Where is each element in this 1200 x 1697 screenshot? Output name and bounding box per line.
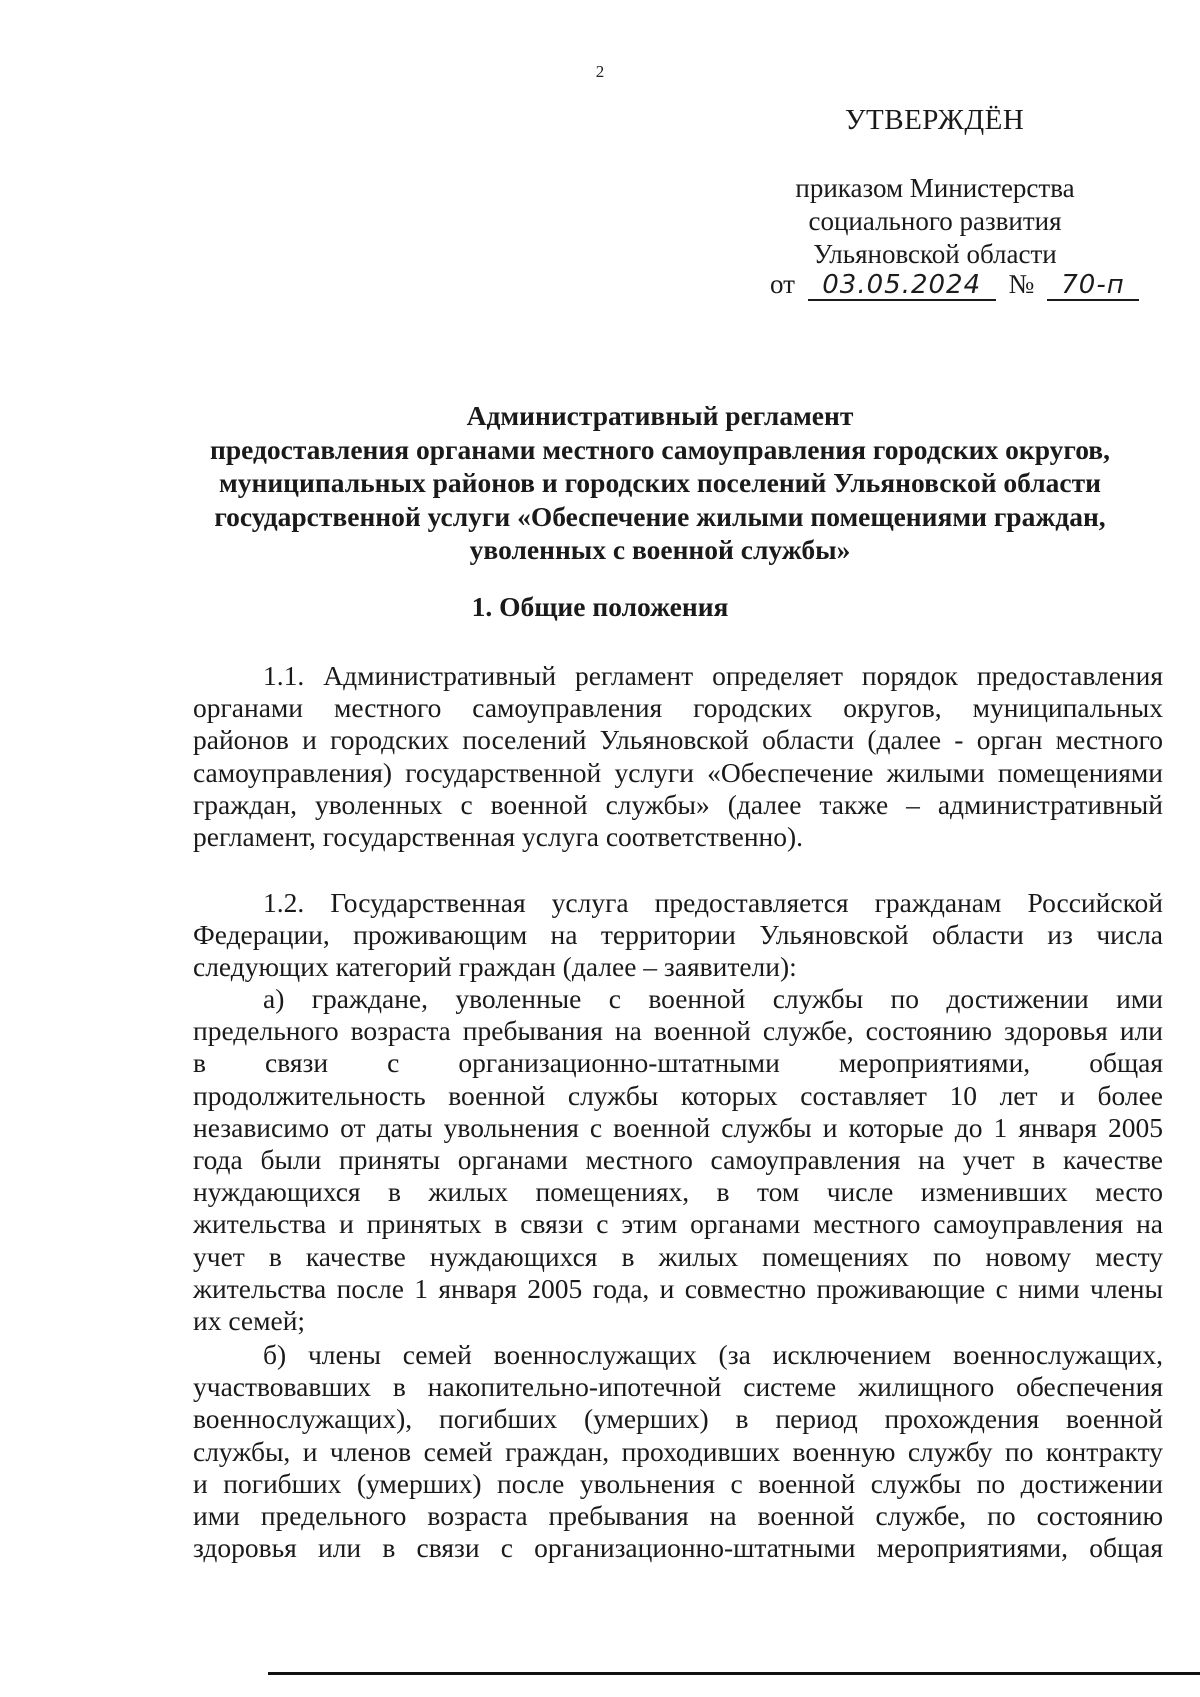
title-line: уволенных с военной службы» [469, 534, 851, 565]
paragraph-1-1 [193, 660, 1163, 853]
paragraph-b [193, 1339, 1163, 1564]
bottom-rule [268, 1672, 1200, 1675]
text-line: военнослужащих), погибших (умерших) в период прохождения военной [193, 1403, 1163, 1435]
text-line: независимо от даты увольнения с военной службы и которые до 1 января 2005 [193, 1111, 1163, 1143]
title-line: предоставления органами местного самоуправления городских округов, [209, 433, 1111, 465]
order-number-label: № [1008, 269, 1035, 299]
order-number-handwritten: 70-п [1047, 271, 1139, 301]
text-line: граждан, уволенных с военной службы» (далее также – административный [193, 788, 1163, 820]
text-line: их семей; [193, 1304, 306, 1336]
text-line: учет в качестве нуждающихся в жилых помещениях по новому месту [193, 1240, 1163, 1272]
text-line: 1.1. Административный регламент определяет порядок предоставления [263, 660, 1163, 691]
paragraph-1-2 [193, 887, 1163, 984]
approval-line: социального развития [808, 206, 1062, 236]
text-line: года были приняты органами местного самоуправления на учет в качестве [193, 1143, 1163, 1175]
page-number: 2 [595, 62, 605, 81]
text-line: регламент, государственная услуга соответственно). [193, 820, 804, 852]
text-line: службы, и членов семей граждан, проходивших военную службу по контракту [193, 1435, 1163, 1467]
text-line: жительства и принятых в связи с этим органами местного самоуправления на [193, 1208, 1163, 1240]
text-line: жительства после 1 января 2005 года, и совместно проживающие с ними члены [193, 1272, 1163, 1304]
title-line: муниципальных районов и городских поселений Ульяновской области [219, 467, 1101, 498]
approval-line: Ульяновской области [813, 239, 1057, 269]
text-line: в связи с организационно-штатными мероприятиями, общая [193, 1047, 1163, 1079]
approval-heading: УТВЕРЖДЁН [845, 104, 1025, 136]
text-line: а) граждане, уволенные с военной службы по достижении ими [263, 983, 1163, 1014]
paragraph-a [193, 983, 1163, 1337]
text-line: органами местного самоуправления городских округов, муниципальных [193, 692, 1163, 724]
text-line: самоуправления) государственной услуги «Обеспечение жилыми помещениями [193, 756, 1163, 788]
order-prefix: от [770, 269, 795, 299]
text-line: Федерации, проживающим на территории Ульяновской области из числа [193, 919, 1163, 951]
text-line: нуждающихся в жилых помещениях, в том числе изменивших место [193, 1176, 1163, 1208]
text-line: б) члены семей военнослужащих (за исключением военнослужащих, [263, 1339, 1163, 1370]
text-line: районов и городских поселений Ульяновской области (далее - орган местного [193, 724, 1163, 756]
text-line: предельного возраста пребывания на военной службе, состоянию здоровья или [193, 1015, 1163, 1047]
text-line: участвовавших в накопительно-ипотечной системе жилищного обеспечения [193, 1371, 1163, 1403]
section-heading: 1. Общие положения [471, 591, 729, 622]
text-line: и погибших (умерших) после увольнения с военной службы по достижении [193, 1467, 1163, 1499]
approval-line: приказом Министерства [795, 173, 1075, 203]
approval-block [770, 172, 1100, 271]
text-line: 1.2. Государственная услуга предоставляется гражданам Российской [263, 887, 1163, 918]
document-title [190, 399, 1130, 567]
title-line: государственной услуги «Обеспечение жилыми помещениями граждан, [214, 500, 1106, 532]
text-line: следующих категорий граждан (далее – заявители): [193, 951, 797, 983]
text-line: здоровья или в связи с организационно-штатными мероприятиями, общая [193, 1532, 1163, 1564]
order-line [770, 268, 1139, 301]
text-line: ими предельного возраста пребывания на военной службе, по состоянию [193, 1499, 1163, 1531]
text-line: продолжительность военной службы которых составляет 10 лет и более [193, 1079, 1163, 1111]
order-date-handwritten: 03.05.2024 [808, 271, 996, 301]
title-line: Административный регламент [466, 400, 854, 431]
